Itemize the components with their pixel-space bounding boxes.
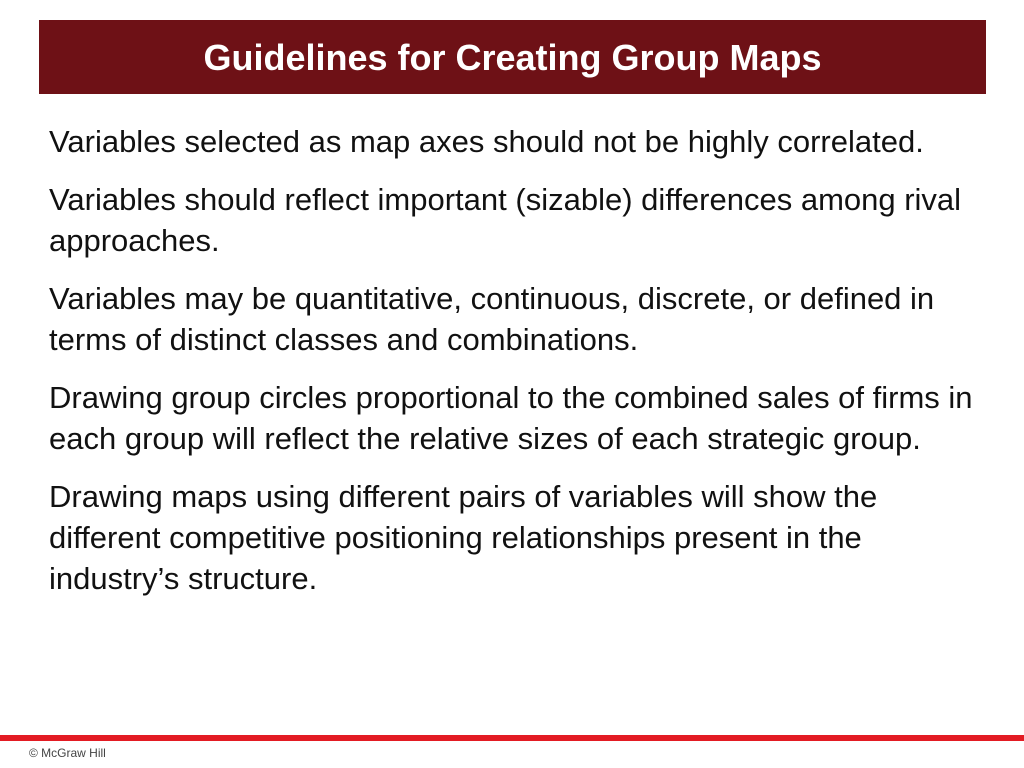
bullet-item-3: Variables may be quantitative, continuous, discrete, or defined in terms of distinct classes and combinations.	[49, 281, 935, 357]
bullet-item-4: Drawing group circles proportional to the combined sales of firms in each group will reflect the relative sizes of each strategic group.	[49, 380, 973, 456]
bullet-item-2: Variables should reflect important (sizable) differences among rival approaches.	[49, 182, 962, 258]
slide-title: Guidelines for Creating Group Maps	[203, 37, 822, 78]
bullet-list	[49, 121, 979, 616]
copyright-notice: © McGraw Hill	[29, 746, 106, 760]
bullet-item-5: Drawing maps using different pairs of variables will show the different competitive positioning relationships present in the industry’s structure.	[49, 479, 878, 596]
bullet-item-1: Variables selected as map axes should not be highly correlated.	[49, 124, 924, 159]
footer-divider	[0, 735, 1024, 741]
title-banner	[39, 20, 986, 94]
